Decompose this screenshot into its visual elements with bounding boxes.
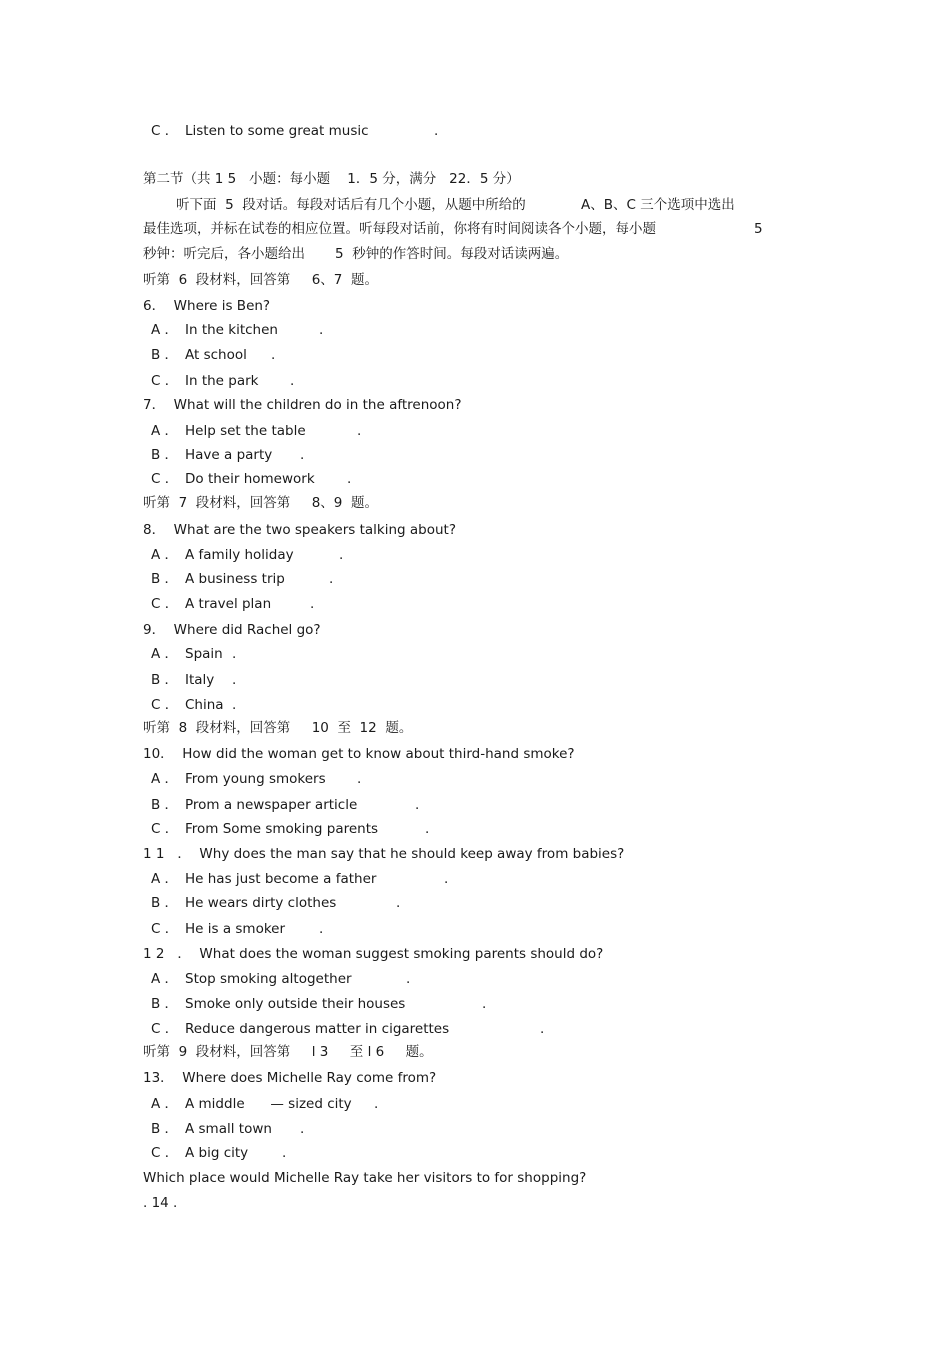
- instruction-line-2: 最佳选项，并标在试卷的相应位置。听每段对话前，你将有时间阅读各个小题，每小题: [143, 221, 656, 237]
- option-b: [151, 796, 357, 814]
- option-text: In the kitchen: [185, 322, 278, 338]
- option-dot: .: [357, 423, 362, 439]
- option-letter: A ．: [151, 322, 179, 338]
- option-a: [151, 870, 376, 888]
- option-letter: A ．: [151, 871, 179, 887]
- option-letter: A ．: [151, 423, 179, 439]
- option-b: [151, 446, 272, 464]
- option-letter: C ．: [151, 821, 179, 837]
- option-dot: .: [319, 322, 324, 338]
- option-letter: A ．: [151, 547, 179, 563]
- option-dot: .: [374, 1096, 379, 1112]
- option-dot: .: [329, 571, 334, 587]
- option-letter: C ．: [151, 697, 179, 713]
- option-letter: C ．: [151, 373, 179, 389]
- option-letter: B ．: [151, 1121, 179, 1137]
- question-stem: 10． How did the woman get to know about third-hand smoke?: [143, 746, 575, 762]
- question-stem: Which place would Michelle Ray take her visitors to for shopping?: [143, 1170, 587, 1186]
- question-stem: 6． Where is Ben?: [143, 298, 271, 314]
- option-text: Have a party: [185, 447, 273, 463]
- option-c: [151, 470, 315, 488]
- option-dot: .: [310, 596, 315, 612]
- option-letter: C ．: [151, 1145, 179, 1161]
- option-text: China: [185, 697, 224, 713]
- option-dot: .: [434, 123, 439, 139]
- instruction-line-2-num: 5: [754, 221, 763, 237]
- group-header: 听第 7 段材料，回答第 8、9 题。: [143, 495, 378, 511]
- question-stem: 7． What will the children do in the aftrenoon?: [143, 397, 462, 413]
- option-letter: A ．: [151, 646, 179, 662]
- option-dot: .: [357, 771, 362, 787]
- section-heading: 第二节（共 1 5 小题：每小题 1．5 分，满分 22．5 分）: [143, 171, 520, 187]
- option-letter: C ．: [151, 921, 179, 937]
- option-text: From Some smoking parents: [185, 821, 379, 837]
- option-letter: B ．: [151, 571, 179, 587]
- option-a: [151, 1095, 352, 1113]
- option-text: Smoke only outside their houses: [185, 996, 406, 1012]
- option-a: [151, 321, 278, 339]
- option-letter: B ．: [151, 996, 179, 1012]
- option-a: [151, 970, 352, 988]
- option-letter: B ．: [151, 797, 179, 813]
- question-stem: 9． Where did Rachel go?: [143, 622, 321, 638]
- option-dot: .: [347, 471, 352, 487]
- option-text: Stop smoking altogether: [185, 971, 352, 987]
- option-text: At school: [185, 347, 247, 363]
- option-text: Italy: [185, 672, 215, 688]
- option-b: [151, 1120, 272, 1138]
- option-text: Spain: [185, 646, 223, 662]
- group-header: 听第 6 段材料，回答第 6、7 题。: [143, 272, 378, 288]
- option-c: [151, 696, 224, 714]
- option-text: A travel plan: [185, 596, 272, 612]
- instruction-line-3: 秒钟：听完后，各小题给出 5 秒钟的作答时间。每段对话读两遍。: [143, 246, 569, 262]
- option-dot: .: [232, 697, 237, 713]
- option-text: A small town: [185, 1121, 272, 1137]
- group-header: 听第 8 段材料，回答第 10 至 12 题。: [143, 720, 413, 736]
- option-a: [151, 546, 294, 564]
- option-c: [151, 820, 378, 838]
- option-dot: .: [232, 672, 237, 688]
- question-number: . 14 .: [143, 1195, 178, 1211]
- option-letter: A ．: [151, 971, 179, 987]
- option-letter: C ．: [151, 596, 179, 612]
- option-dot: .: [396, 895, 401, 911]
- option-text: A family holiday: [185, 547, 294, 563]
- option-b: [151, 346, 247, 364]
- option-dot: .: [300, 1121, 305, 1137]
- option-letter: B ．: [151, 447, 179, 463]
- option-b: [151, 671, 214, 689]
- option-dot: .: [282, 1145, 287, 1161]
- option-dot: .: [444, 871, 449, 887]
- option-a: [151, 770, 326, 788]
- option-dot: .: [339, 547, 344, 563]
- option-a: [151, 422, 306, 440]
- option-letter: A ．: [151, 1096, 179, 1112]
- option-letter: B ．: [151, 672, 179, 688]
- option-dot: .: [406, 971, 411, 987]
- option-text: Help set the table: [185, 423, 306, 439]
- option-text: He has just become a father: [185, 871, 377, 887]
- option-dot: .: [319, 921, 324, 937]
- option-text: A business trip: [185, 571, 285, 587]
- option-dot: .: [482, 996, 487, 1012]
- option-text: He is a smoker: [185, 921, 286, 937]
- option-letter: B ．: [151, 895, 179, 911]
- option-letter: C ．: [151, 123, 179, 139]
- question-stem: 1 1 ． Why does the man say that he should keep away from babies?: [143, 846, 625, 862]
- option-b: [151, 995, 405, 1013]
- option-dot: .: [232, 646, 237, 662]
- option-c: [151, 595, 271, 613]
- option-text: A big city: [185, 1145, 249, 1161]
- option-c-pre: [151, 122, 369, 140]
- option-letter: A ．: [151, 771, 179, 787]
- option-c: [151, 372, 259, 390]
- option-a: [151, 645, 223, 663]
- group-header: 听第 9 段材料，回答第 l 3 至 l 6 题。: [143, 1044, 433, 1060]
- option-text: Listen to some great music: [185, 123, 369, 139]
- option-c: [151, 1020, 449, 1038]
- instruction-line-1b: A、B、C 三个选项中选出: [581, 197, 735, 213]
- option-dot: .: [300, 447, 305, 463]
- question-stem: 1 2 ． What does the woman suggest smoking parents should do?: [143, 946, 604, 962]
- option-c: [151, 1144, 248, 1162]
- option-text: From young smokers: [185, 771, 326, 787]
- option-dot: .: [271, 347, 276, 363]
- option-dot: .: [415, 797, 420, 813]
- option-dot: .: [425, 821, 430, 837]
- option-text: Reduce dangerous matter in cigarettes: [185, 1021, 450, 1037]
- option-text: Do their homework: [185, 471, 315, 487]
- option-text: Prom a newspaper article: [185, 797, 358, 813]
- question-stem: 13． Where does Michelle Ray come from?: [143, 1070, 437, 1086]
- option-letter: B ．: [151, 347, 179, 363]
- option-dot: .: [290, 373, 295, 389]
- option-c: [151, 920, 285, 938]
- option-dot: .: [540, 1021, 545, 1037]
- option-letter: C ．: [151, 1021, 179, 1037]
- option-text: In the park: [185, 373, 259, 389]
- instruction-line-1: 听下面 5 段对话。每段对话后有几个小题，从题中所给的: [176, 197, 526, 213]
- option-b: [151, 894, 336, 912]
- option-b: [151, 570, 285, 588]
- option-text: A middle — sized city: [185, 1096, 352, 1112]
- option-letter: C ．: [151, 471, 179, 487]
- question-stem: 8． What are the two speakers talking about?: [143, 522, 457, 538]
- option-text: He wears dirty clothes: [185, 895, 337, 911]
